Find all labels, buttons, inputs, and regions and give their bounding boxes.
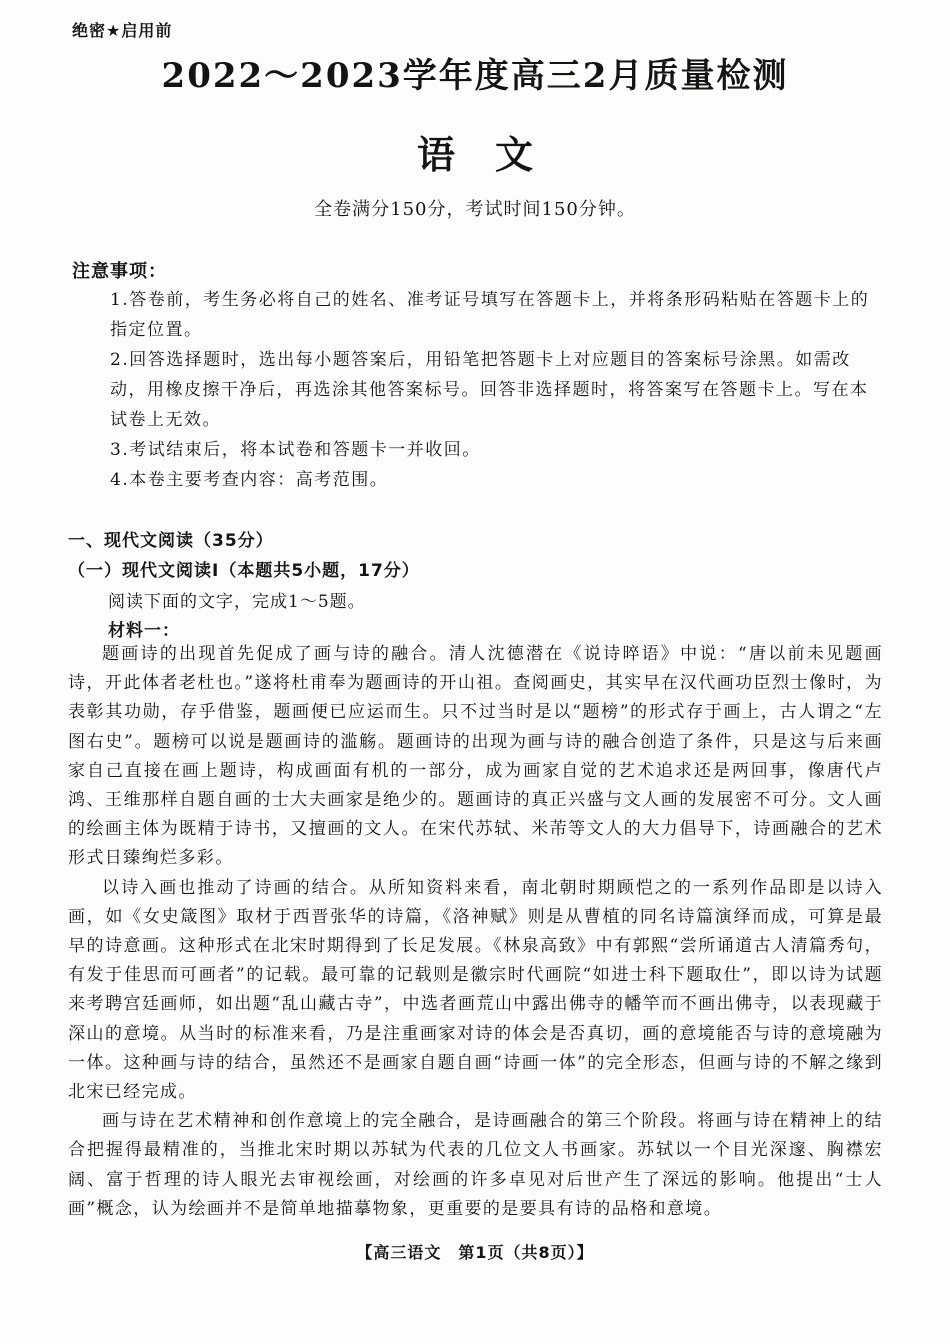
page-footer: 【高三语文 第1页（共8页）】 [356,1243,594,1262]
paragraph-1: 题画诗的出现首先促成了画与诗的融合。清人沈德潜在《说诗晬语》中说：“唐以前未见题画诗，开此体者老杜也。”遂将杜甫奉为题画诗的开山祖。查阅画史，其实早在汉代画功臣烈士像时，为表彰其功勋，存乎借鉴，题画便已应运而生。只不过当时是以“题榜”的形式存于画上，古人谓之“左图右史”。题榜可以说是题画诗的滥觞。题画诗的出现为画与诗的融合创造了条件，只是这与后来画家自己直接在画上题诗，构成画面有机的一部分，成为画家自觉的艺术追求还是两回事，像唐代卢鸿、王维那样自题自画的士大夫画家是绝少的。题画诗的真正兴盛与文人画的发展密不可分。文人画的绘画主体为既精于诗书，又擅画的文人。在宋代苏轼、米芾等文人的大力倡导下，诗画融合的艺术形式日臻绚烂多彩。 [68,644,883,869]
note-item-1: 1.答卷前，考生务必将自己的姓名、准考证号填写在答题卡上，并将条形码粘贴在答题卡上的指定位置。 [110,290,870,340]
notes-list [110,285,885,495]
reading-instruction: 阅读下面的文字，完成1～5题。 [108,592,366,612]
note-item-4: 4.本卷主要考查内容：高考范围。 [110,470,389,490]
confidential-label: 绝密★启用前 [72,21,173,40]
exam-title: 2022～2023学年度高三2月质量检测 [161,56,789,96]
subject-title: 语文 [416,132,573,177]
note-item-2: 2.回答选择题时，选出每小题答案后，用铅笔把答题卡上对应题目的答案标号涂黑。如需改动，用橡皮擦干净后，再选涂其他答案标号。回答非选择题时，将答案写在答题卡上。写在本试卷上无效。 [110,350,869,430]
paragraph-3: 画与诗在艺术精神和创作意境上的完全融合，是诗画融合的第三个阶段。将画与诗在精神上的结合把握得最精准的，当推北宋时期以苏轼为代表的几位文人书画家。苏轼以一个目光深邃、胸襟宏阔、富于哲理的诗人眼光去审视绘画，对绘画的许多卓见对后世产生了深远的影响。他提出“士人画”概念，认为绘画并不是简单地描摹物象，更重要的是要具有诗的品格和意境。 [68,1111,883,1219]
paragraph-2: 以诗入画也推动了诗画的结合。从所知资料来看，南北朝时期顾恺之的一系列作品即是以诗入画，如《女史箴图》取材于西晋张华的诗篇，《洛神赋》则是从曹植的同名诗篇演绎而成，可算是最早的诗意画。这种形式在北宋时期得到了长足发展。《林泉高致》中有郭熙“尝所诵道古人清篇秀句，有发于佳思而可画者”的记载。最可靠的记载则是徽宗时代画院“如进士科下题取仕”，即以诗为试题来考聘宫廷画师，如出题“乱山藏古寺”，中选者画荒山中露出佛寺的幡竿而不画出佛寺，以表现藏于深山的意境。从当时的标准来看，乃是注重画家对诗的体会是否真切，画的意境能否与诗的意境融为一体。这种画与诗的结合，虽然还不是画家自题自画“诗画一体”的完全形态，但画与诗的不解之缘到北宋已经完成。 [68,877,883,1103]
notes-heading: 注意事项： [72,261,167,282]
section-subheading: （一）现代文阅读Ⅰ（本题共5小题，17分） [68,561,420,581]
exam-info: 全卷满分150分，考试时间150分钟。 [314,199,636,220]
material-text [68,640,883,1224]
material-label: 材料一： [108,621,180,641]
note-item-3: 3.考试结束后，将本试卷和答题卡一并收回。 [110,440,481,460]
section-heading: 一、现代文阅读（35分） [68,531,274,551]
